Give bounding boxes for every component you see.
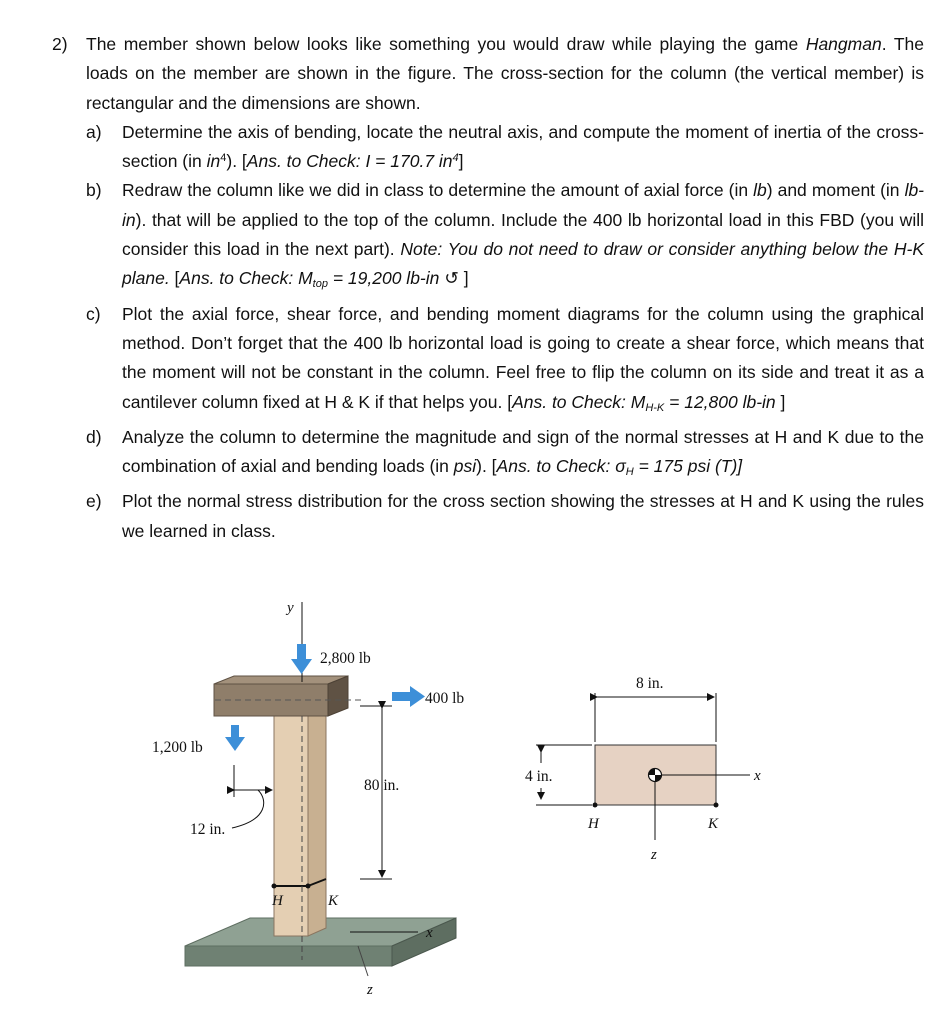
load-1200-label: 1,200 lb [152,739,203,756]
dim-8in-label: 8 in. [636,675,664,692]
dim-80in-label: 80 in. [364,777,400,794]
problem-number: 2) [52,34,68,54]
load-400-arrow [392,686,425,707]
part-c-answer: Ans. to Check: $M_{H-K} = 12,800$ lb-in [512,391,776,414]
beam-arm [214,676,348,716]
z-axis-label: z [367,982,373,998]
member-figure [152,600,464,998]
part-b-text: Redraw the column like we did in class to determine the amount of axial force (in lb) and moment (in lb-in). that will be applied to the top of the column. Include the 400 lb horizontal load in this FBD (you will consider this load in the next part). Note: You do not need to draw or consider anything below the H-K plane. [Ans. to Check: $M_{top} = 19,200$ lb-in ↺ ] [122,180,925,291]
load-2800-label: 2,800 lb [320,650,371,667]
part-d-label: d) [86,426,102,447]
part-c-label: c) [86,303,101,324]
point-k-label: K [328,893,339,909]
part-a-answer: Ans. to Check: I = 170.7 in [246,151,453,172]
part-b-answer: Ans. to Check: $M_{top} = 19,200$ lb-in ↺ [179,268,459,291]
point-k-dot [306,884,311,889]
cross-section-figure [525,675,761,863]
load-1200-arrow [225,725,245,751]
dim-12in [232,765,272,828]
point-h-label: H [272,893,283,909]
section-point-h-label: H [588,816,599,832]
part-e-text: Plot the normal stress distribution for the cross section showing the stresses at H and K using the rules we learned in class. [122,491,924,541]
section-point-k-label: K [708,816,719,832]
counterclockwise-icon: ↺ [444,268,459,289]
y-axis-label: y [287,600,294,616]
section-z-label: z [651,847,657,863]
load-2800-arrow [291,644,312,674]
part-a-label: a) [86,121,102,142]
part-d-answer: Ans. to Check: $\sigma_H = 175$ psi (T)] [496,456,743,479]
load-400-label: 400 lb [425,690,465,707]
dim-12in-label: 12 in. [190,821,226,838]
part-b-note: Note: You do not need to draw or consider anything below the H-K plane. [122,239,924,289]
part-c-text: Plot the axial force, shear force, and bending moment diagrams for the column using the graphical method. Don’t forget that the 400 lb horizontal load is going to create a shear force, which means that the moment will not be constant in the column. Feel free to flip the column on its side and treat it as a cantilever column fixed at H & K if that helps you. [Ans. to Check: $M_{H-K} = 12,800$ lb-in ] [122,303,924,414]
dim-4in-label: 4 in. [525,768,553,785]
problem-intro: The member shown below looks like something you would draw while playing the game Hangman. The loads on the member are shown in the figure. The cross-section for the column (the vertical member) is rectangular and the dimensions are shown. [86,34,924,113]
section-point-k-dot [714,803,719,808]
centroid-icon [649,769,662,782]
section-x-label: x [754,768,761,784]
section-point-h-dot [593,803,598,808]
part-a-text: Determine the axis of bending, locate the neutral axis, and compute the moment of inertia of the cross-section (in $in^4$). [Ans. to Check: I = 170.7 $in^4$] [122,121,924,172]
x-axis-label: x [426,925,433,941]
part-b-label: b) [86,180,102,201]
point-h-dot [272,884,277,889]
part-d-text: Analyze the column to determine the magnitude and sign of the normal stresses at H and K due to the combination of axial and bending loads (in psi). [Ans. to Check: $\sigma_H = 175$ psi (T)] [122,426,924,479]
part-e-label: e) [86,491,102,512]
